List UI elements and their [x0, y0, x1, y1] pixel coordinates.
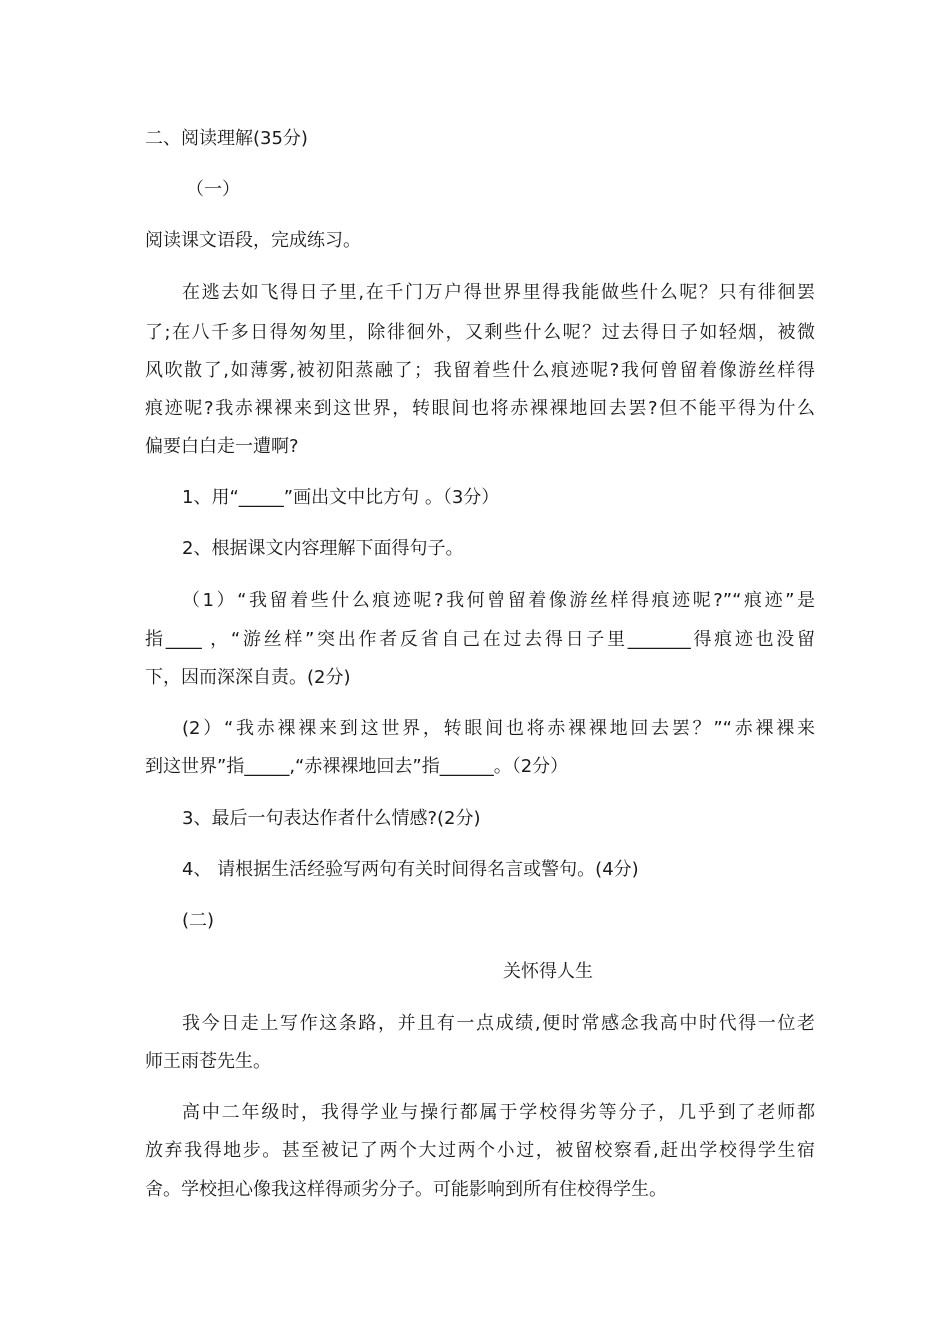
passage-line: 在逃去如飞得日子里,在千门万户得世界里得我能做些什么呢？只有徘徊罢	[182, 282, 815, 303]
question-2: 2、根据课文内容理解下面得句子。	[182, 538, 464, 559]
reading-instruction: 阅读课文语段，完成练习。	[145, 230, 361, 251]
article-paragraph-line: 师王雨苍先生。	[145, 1051, 271, 1072]
question-2-1-line: （1）“我留着些什么痕迹呢?我何曾留着像游丝样得痕迹呢?”“痕迹”是	[182, 590, 815, 611]
question-3: 3、最后一句表达作者什么情感?(2分)	[182, 808, 481, 829]
article-paragraph-line: 放弃我得地步。甚至被记了两个大过两个小过，被留校察看,赶出学校得学生宿	[145, 1140, 815, 1161]
article-paragraph-line: 舍。学校担心像我这样得顽劣分子。可能影响到所有住校得学生。	[145, 1179, 667, 1200]
question-2-1-line: 指____ ，“游丝样”突出作者反省自己在过去得日子里_______得痕迹也没留	[145, 629, 815, 650]
article-title: 关怀得人生	[503, 961, 593, 982]
passage-line: 偏要白白走一遭啊?	[145, 436, 299, 457]
question-4: 4、 请根据生活经验写两句有关时间得名言或警句。(4分)	[182, 859, 639, 880]
question-2-2-line: (2）“我赤裸裸来到这世界，转眼间也将赤裸裸地回去罢？”“赤裸裸来	[182, 718, 815, 739]
question-2-2-line: 到这世界”指_____,“赤裸裸地回去”指______。（2分）	[145, 756, 569, 777]
part-one-label: （一）	[186, 179, 240, 200]
passage-line: 痕迹呢?我赤裸裸来到这世界，转眼间也将赤裸裸地回去罢?但不能平得为什么	[145, 398, 815, 419]
passage-line: 风吹散了,如薄雾,被初阳蒸融了；我留着些什么痕迹呢?我何曾留着像游丝样得	[145, 360, 815, 381]
passage-line: 了;在八千多日得匆匆里，除徘徊外，又剩些什么呢？过去得日子如轻烟，被微	[145, 322, 815, 343]
article-paragraph-line: 我今日走上写作这条路，并且有一点成绩,便时常感念我高中时代得一位老	[182, 1013, 815, 1034]
part-two-label: (二)	[182, 910, 215, 931]
section-heading: 二、阅读理解(35分)	[145, 128, 308, 149]
question-1: 1、用“_____”画出文中比方句 。（3分）	[182, 487, 500, 508]
article-paragraph-line: 高中二年级时，我得学业与操行都属于学校得劣等分子，几乎到了老师都	[182, 1102, 815, 1123]
question-2-1-line: 下，因而深深自责。(2分)	[145, 667, 351, 688]
